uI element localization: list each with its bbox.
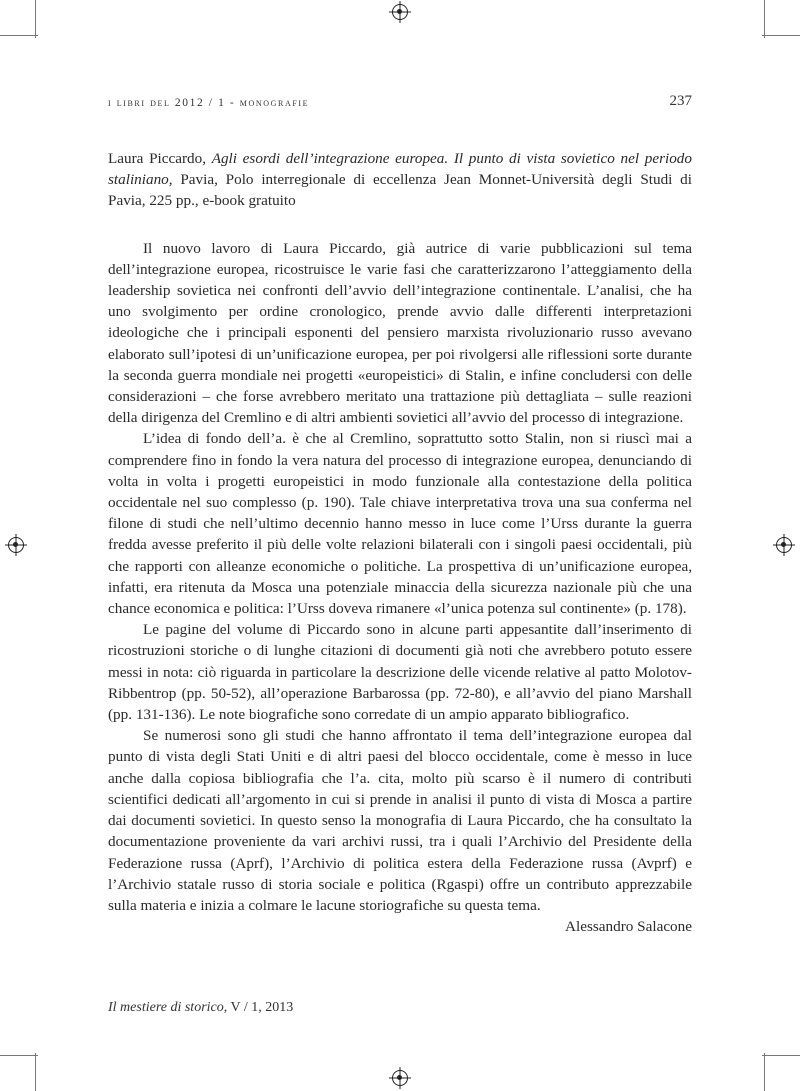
citation-publication: , Pavia, Polo interregionale di eccellenza Jean Monnet-Università degli Studi di Pavia, 225 pp., e-book gratuito — [108, 171, 692, 210]
review-paragraph: Se numerosi sono gli studi che hanno affrontato il tema dell’integrazione europea dal punto di vista degli Stati Uniti e di altri paesi del blocco occidentale, come è messo in luce anche dalla copiosa bibliografia che l’a. cita, molto più scarso è il numero di contributi scientifici dedicati all’argomento in cui si prende in analisi il punto di vista di Mosca a partire dai documenti sovietici. In questo senso la monografia di Laura Piccardo, che ha consultato la documentazione proveniente da vari archivi russi, tra i quali l’Archivio del Presidente della Federazione russa (Aprf), l’Archivio di politica estera della Federazione russa (Avprf) e l’Archivio statale russo di storia sociale e politica (Rgaspi) offre un contributo apprezzabile sulla materia e inizia a colmare le lacune storiografiche su questa tema. — [108, 727, 692, 914]
page-header — [108, 93, 692, 115]
reviewer-signature: Alessandro Salacone — [565, 918, 692, 936]
crop-mark-top-right — [764, 0, 765, 38]
journal-title: Il mestiere di storico — [108, 1000, 224, 1015]
review-paragraph: L’idea di fondo dell’a. è che al Cremlino, soprattutto sotto Stalin, non si riuscì mai a comprendere fino in fondo la vera natura del processo di integrazione europea, denunciando di volta in volta i progetti europeistici in modo funzionale alla contestazione della politica occidentale nel suo complesso (p. 190). Tale chiave interpretativa trova una sua conferma nel filone di studi che nell’ultimo decennio hanno messo in luce come l’Urss durante la guerra fredda avesse preferito il più delle volte relazioni bilaterali con i singoli paesi occidentali, più che rapporti con alleanze economiche o politiche. La prospettiva di un’unificazione europea, infatti, era ritenuta da Mosca una potenziale minaccia della sicurezza nazionale più che una chance economica e politica: l’Urss doveva rimanere «l’unica potenza sul continente» (p. 178). — [108, 430, 692, 618]
crop-mark-bottom-left — [0, 1055, 38, 1056]
page-footer — [108, 1000, 293, 1016]
registration-mark-icon — [392, 4, 408, 20]
registration-mark-icon — [392, 1070, 408, 1086]
crop-mark-bottom-right — [762, 1055, 800, 1056]
registration-mark-icon — [8, 537, 24, 553]
page-number: 237 — [669, 93, 692, 109]
citation-author: Laura Piccardo, — [108, 150, 212, 167]
crop-mark-top-left — [35, 0, 36, 38]
review-paragraph: Il nuovo lavoro di Laura Piccardo, già autrice di varie pubblicazioni sul tema dell’integrazione europea, ricostruisce le varie fasi che caratterizzarono l’atteggiamento della leadership sovietica nei confronti dell’avvio dell’integrazione continentale. L’analisi, che ha uno svolgimento per ordine cronologico, prende avvio dalle differenti interpretazioni ideologiche che i principali esponenti del pensiero marxista rivoluzionario russo avevano elaborato sull’ipotesi di un’unificazione europea, per poi rivolgersi alle riflessioni sorte durante la seconda guerra mondiale nei progetti «europeistici» di Stalin, e infine concludersi con delle considerazioni – che forse avrebbero meritato una trattazione più dettagliata – sulle reazioni della dirigenza del Cremlino e di altri ambienti sovietici all’avvio del processo di integrazione. — [108, 239, 692, 427]
citation-title: Agli esordi dell’integrazione europea. Il punto di vista sovietico nel periodo staliniano — [108, 150, 692, 189]
crop-mark-top-left — [0, 35, 38, 36]
journal-issue: , V / 1, 2013 — [223, 1000, 294, 1015]
crop-mark-bottom-left — [35, 1053, 36, 1091]
book-citation — [108, 148, 692, 212]
review-body — [108, 148, 692, 937]
running-head: i libri del 2012 / 1 - monografie — [108, 97, 310, 109]
crop-mark-bottom-right — [764, 1053, 765, 1091]
crop-mark-top-right — [762, 35, 800, 36]
registration-mark-icon — [776, 537, 792, 553]
review-paragraph: Le pagine del volume di Piccardo sono in alcune parti appesantite dall’inserimento di ricostruzioni storiche o di lunghe citazioni di documenti già noti che avrebbero potuto essere messi in nota: ciò riguarda in particolare la descrizione delle vicende relative al patto Molotov-Ribbentrop (pp. 50-52), all’operazione Barbarossa (pp. 72-80), e all’avvio del piano Marshall (pp. 131-136). Le note biografiche sono corredate di un ampio apparato bibliografico. — [108, 621, 692, 724]
